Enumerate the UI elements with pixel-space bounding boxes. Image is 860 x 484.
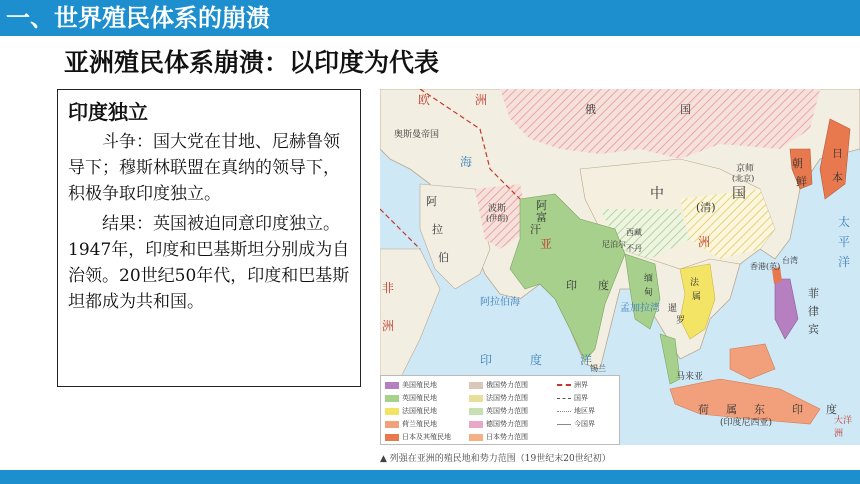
label-joseon: 朝 [792,157,803,170]
label-indian-ocean3: 洋 [580,353,593,367]
label-siam: 暹 [668,304,678,314]
label-joseon2: 鲜 [796,175,807,188]
label-hong-kong: 香港(英) [750,262,781,271]
label-dutch-east5: 度 [826,403,837,416]
label-philippines2: 律 [808,305,819,318]
label-hai: 海 [460,155,473,169]
label-zhong: 中 [650,186,664,202]
label-shu: 属 [692,292,702,302]
label-persia: 波斯 [488,204,507,214]
label-indian-ocean: 印 [480,353,493,367]
label-fa: 法 [690,278,700,288]
label-xizang: 西藏 [626,228,642,237]
legend-fr-colony: 法国殖民地 [385,406,437,416]
label-indian-ocean2: 度 [530,353,543,367]
legend-current-border: 今国界 [557,419,595,429]
legend-nl-colony: 荷兰殖民地 [385,419,437,429]
label-beijing-sub: (北京) [732,174,755,183]
legend-ru-sphere: 俄国势力范围 [469,380,528,390]
label-india2: 度 [598,279,609,292]
legend-jp-sphere: 日本势力范围 [469,432,528,442]
legend-uk-sphere: 英国势力范围 [469,406,528,416]
label-russia-guo: 国 [680,103,691,116]
section-title: 一、世界殖民体系的崩溃 [0,0,860,36]
slide-subtitle: 亚洲殖民体系崩溃：以印度为代表 [64,48,440,77]
label-burma: 缅 [644,274,654,284]
label-europe: 欧 [418,93,431,107]
label-dutch-east3: 东 [754,403,765,416]
label-taiping: 太 [838,215,851,229]
label-zhou-left: 洲 [382,319,395,333]
asia-colonial-map [380,89,860,445]
label-philippines3: 宾 [808,323,819,336]
label-malaya: 马来亚 [676,372,704,382]
legend-jp-colony: 日本及其殖民地 [385,432,451,442]
label-taiping2: 平 [838,235,851,249]
legend-uk-colony: 英国殖民地 [385,393,437,403]
label-a: 阿 [426,195,437,208]
label-japan2: 本 [832,171,843,184]
label-afghan2: 富 [536,211,547,224]
label-nepal: 尼泊尔 [602,240,626,249]
label-zhou-mid: 洲 [698,235,711,249]
label-afghan3: 汗 [530,223,541,236]
legend-continent-border: 洲界 [557,380,588,390]
map-legend [380,375,620,445]
label-dutch-east: 荷 [698,403,709,416]
label-qing: (清) [696,201,716,214]
label-fei: 非 [382,281,395,295]
label-bhutan: 不丹 [626,244,642,253]
label-bo: 伯 [438,251,449,264]
label-zhou-top: 洲 [475,93,488,107]
label-ceylon: 锡兰 [590,364,606,373]
label-guo-qing: 国 [732,186,746,202]
label-beijing: 京师 [736,164,755,174]
label-japan: 日 [832,147,843,160]
label-siam2: 罗 [676,316,686,326]
struggle-paragraph: 斗争：国大党在甘地、尼赫鲁领导下；穆斯林联盟在真纳的领导下，积极争取印度独立。 [68,132,340,204]
label-russia: 俄 [585,103,596,116]
label-ottoman: 奥斯曼帝国 [394,130,440,140]
legend-de-sphere: 德国势力范围 [469,419,528,429]
label-persia-sub: (伊朗) [486,214,509,223]
label-bengal-bay: 孟加拉湾 [620,303,660,314]
label-taiwan: 台湾 [782,256,798,265]
label-ya: 亚 [540,237,553,251]
label-la: 拉 [432,223,443,236]
legend-country-border: 国界 [557,393,588,403]
panel-heading: 印度独立 [68,100,148,124]
legend-region-border: 地区界 [557,406,595,416]
result-paragraph: 结果：英国被迫同意印度独立。1947年，印度和巴基斯坦分别成为自治领。20世纪50年代，印度和巴基斯坦都成为共和国。 [68,214,350,312]
legend-us-colony: 美国殖民地 [385,380,437,390]
label-india: 印 [566,279,577,292]
label-dayangzhou: 大洋洲 [834,416,853,439]
label-arabian-sea: 阿拉伯海 [480,297,520,308]
map-caption: ▲ 列强在亚洲的殖民地和势力范围（19世纪末20世纪初） [380,454,611,464]
label-philippines: 菲 [808,287,819,300]
bottom-accent-bar [0,470,860,484]
label-burma2: 甸 [644,288,654,298]
label-dutch-east4: 印 [792,403,803,416]
legend-fr-sphere: 法国势力范围 [469,393,528,403]
label-yang: 洋 [838,255,851,269]
text-panel [57,89,361,387]
label-dutch-east2: 属 [726,403,737,416]
label-afghan: 阿 [536,199,547,212]
label-dutch-east-sub: (印度尼西亚) [720,418,773,428]
